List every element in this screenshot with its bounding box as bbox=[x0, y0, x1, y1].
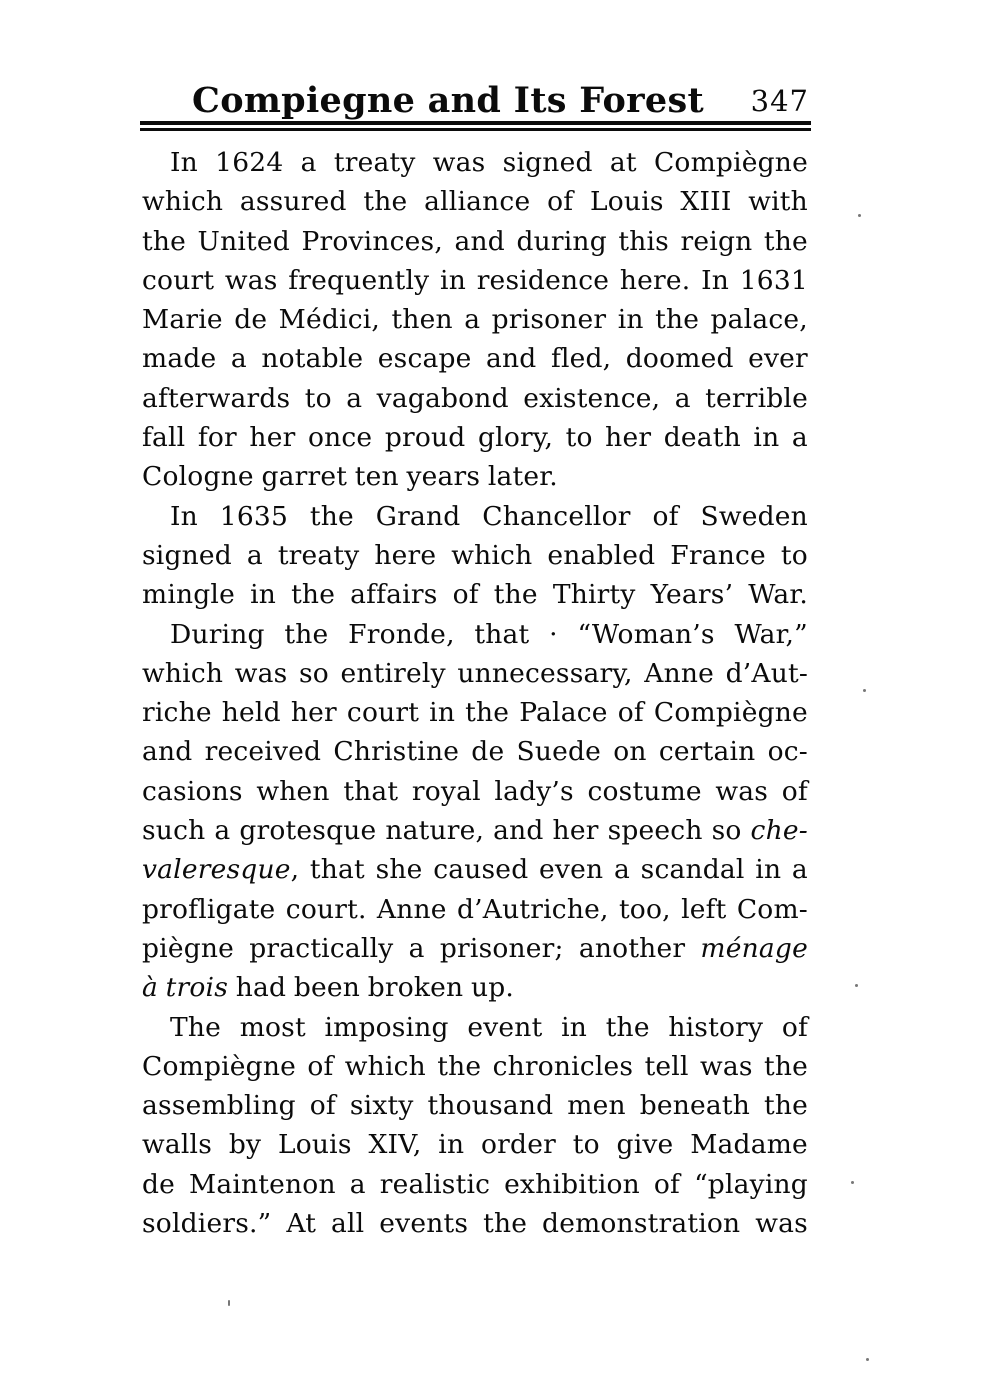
text-line: soldiers.” At all events the demonstration was bbox=[142, 1208, 808, 1240]
paragraph bbox=[142, 1008, 808, 1244]
scan-speck bbox=[863, 689, 866, 692]
text-line: riche held her court in the Palace of Compiègne bbox=[142, 697, 808, 729]
text-line: à trois had been broken up. bbox=[142, 972, 515, 1004]
page-header bbox=[140, 80, 811, 122]
text-line: Cologne garret ten years later. bbox=[142, 461, 558, 493]
text-line: court was frequently in residence here. In 1631 bbox=[142, 264, 808, 296]
text-line: the United Provinces, and during this reign the bbox=[142, 225, 808, 257]
text-line: valeresque, that she caused even a scandal in a bbox=[142, 854, 808, 886]
text-line: piègne practically a prisoner; another ménage bbox=[142, 932, 808, 964]
text-line: which assured the alliance of Louis XIII with bbox=[142, 186, 808, 218]
text-line: such a grotesque nature, and her speech so che- bbox=[142, 815, 808, 847]
scan-speck bbox=[866, 1358, 869, 1361]
text-line: walls by Louis XIV, in order to give Madame bbox=[142, 1129, 808, 1161]
scan-speck bbox=[228, 1300, 230, 1306]
scan-speck bbox=[851, 1181, 854, 1184]
paragraph bbox=[142, 497, 808, 615]
text-line: fall for her once proud glory, to her death in a bbox=[142, 422, 808, 454]
chapter-title: Compiegne and Its Forest bbox=[192, 80, 704, 121]
page-body bbox=[142, 143, 808, 1243]
text-line: In 1635 the Grand Chancellor of Sweden bbox=[170, 500, 808, 532]
text-line: casions when that royal lady’s costume was of bbox=[142, 775, 808, 807]
text-line: and received Christine de Suede on certain oc- bbox=[142, 736, 808, 768]
header-rule-bottom bbox=[140, 128, 811, 131]
text-line: which was so entirely unnecessary, Anne d’Aut- bbox=[142, 657, 808, 689]
page-number: 347 bbox=[750, 84, 809, 118]
text-line: During the Fronde, that · “Woman’s War,” bbox=[170, 618, 808, 650]
text-line: In 1624 a treaty was signed at Compiègne bbox=[170, 147, 808, 178]
text-line: Marie de Médici, then a prisoner in the palace, bbox=[142, 304, 808, 336]
text-line: The most imposing event in the history of bbox=[170, 1011, 808, 1043]
text-line: de Maintenon a realistic exhibition of “playing bbox=[142, 1168, 808, 1200]
text-line: signed a treaty here which enabled France to bbox=[142, 539, 808, 571]
text-line: assembling of sixty thousand men beneath the bbox=[142, 1090, 808, 1122]
paragraph bbox=[142, 143, 808, 497]
scan-speck bbox=[855, 984, 858, 987]
scan-speck bbox=[858, 214, 861, 217]
paragraph bbox=[142, 615, 808, 1008]
text-line: mingle in the affairs of the Thirty Years’ War. bbox=[142, 579, 808, 611]
text-line: afterwards to a vagabond existence, a terrible bbox=[142, 382, 808, 414]
text-line: profligate court. Anne d’Autriche, too, left Com- bbox=[142, 893, 808, 925]
text-line: Compiègne of which the chronicles tell was the bbox=[142, 1050, 808, 1082]
text-line: made a notable escape and fled, doomed ever bbox=[142, 343, 808, 375]
header-rule-top bbox=[140, 121, 811, 125]
